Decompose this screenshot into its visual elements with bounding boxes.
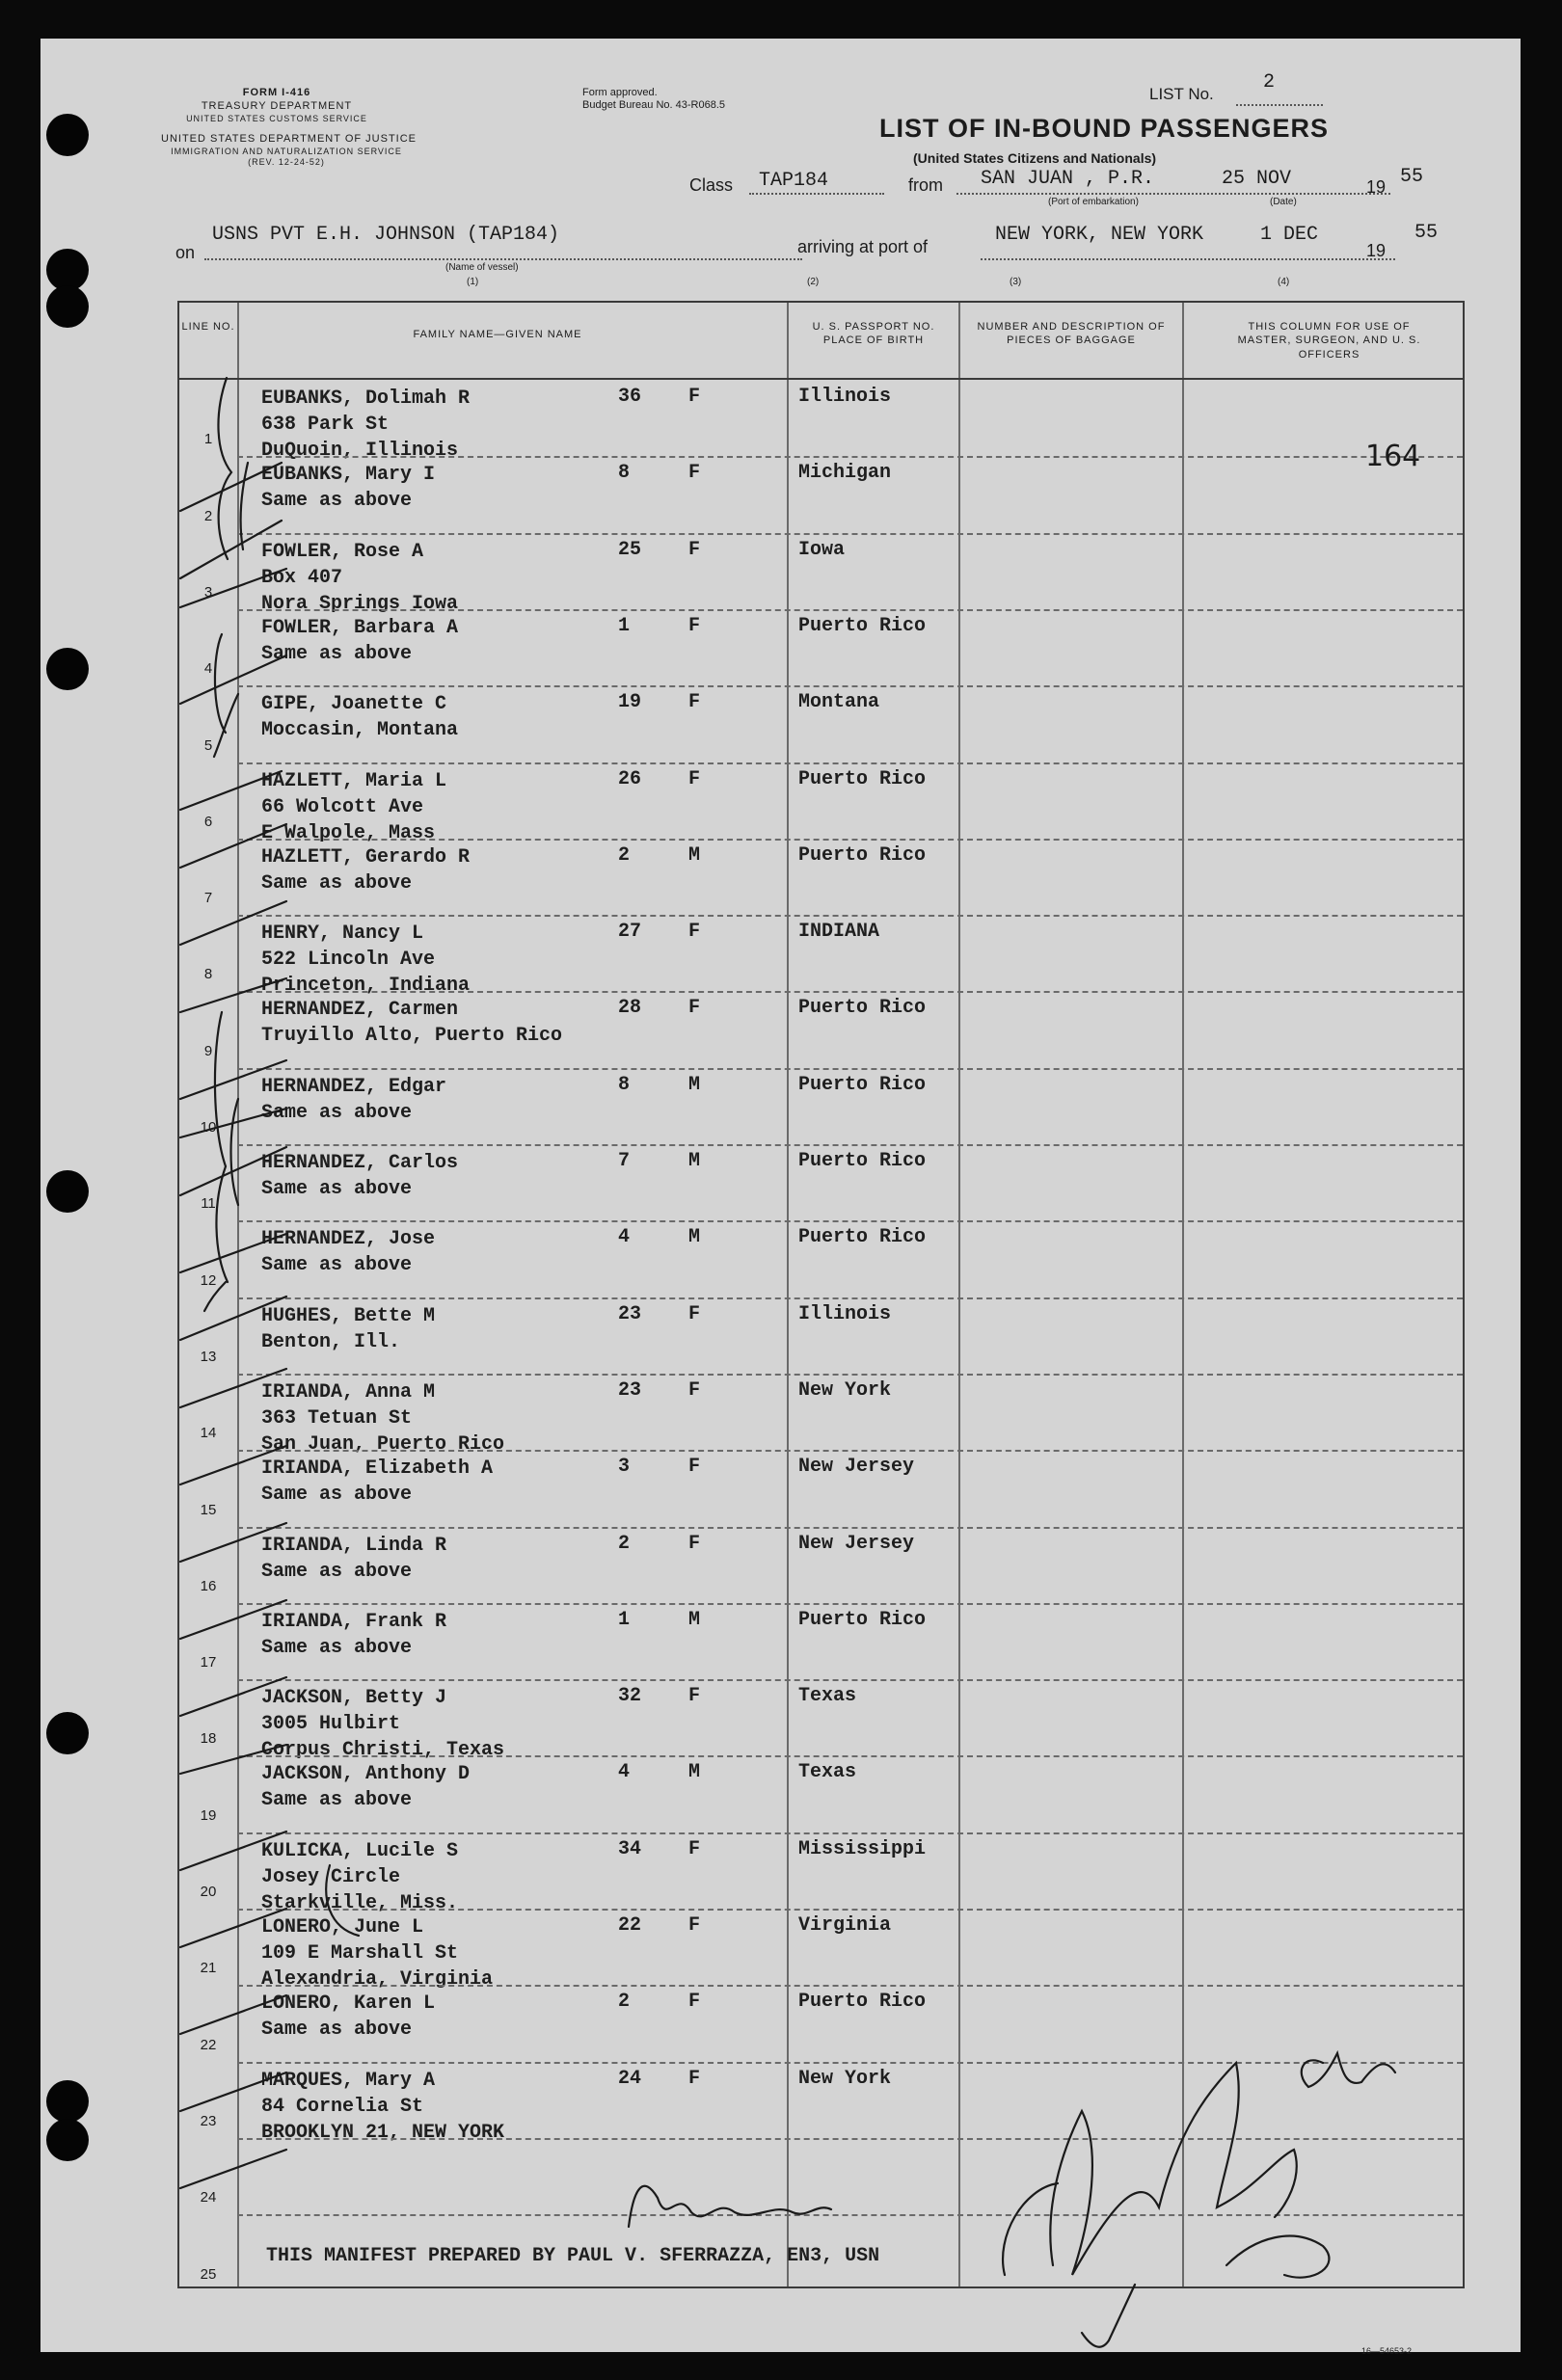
passenger-name: KULICKA, Lucile S xyxy=(261,1839,459,1862)
binder-hole xyxy=(46,114,89,156)
revision-date: (REV. 12-24-52) xyxy=(248,157,325,167)
passenger-name: FOWLER, Barbara A xyxy=(261,616,459,639)
passenger-address-line: 638 Park St xyxy=(261,414,390,436)
passenger-name-address xyxy=(261,1991,435,2043)
line-number: 17 xyxy=(200,1654,217,1671)
col-header-officers: THIS COLUMN FOR USE OF MASTER, SURGEON, AND U. S. OFFICERS xyxy=(1237,321,1421,361)
passenger-name-address xyxy=(261,462,435,514)
passenger-name-address xyxy=(261,1074,446,1126)
passenger-sex: F xyxy=(688,538,701,561)
on-label: on xyxy=(175,243,196,262)
passenger-sex: F xyxy=(688,997,701,1020)
col-num-3: (3) xyxy=(1010,277,1022,287)
row-divider xyxy=(237,2062,1463,2064)
passenger-age: 26 xyxy=(618,767,642,790)
passenger-address-line: Starkville, Miss. xyxy=(261,1891,459,1914)
passenger-name-address xyxy=(261,1533,446,1585)
passenger-name-address xyxy=(261,1456,493,1508)
place-of-birth: Puerto Rico xyxy=(798,614,927,637)
place-of-birth: Virginia xyxy=(798,1914,892,1937)
port-of-embarkation: SAN JUAN , P.R. xyxy=(981,168,1155,190)
year-arrival: 55 xyxy=(1414,222,1439,244)
place-of-birth: Puerto Rico xyxy=(798,1608,927,1631)
passenger-age: 23 xyxy=(618,1378,642,1402)
passenger-age: 34 xyxy=(618,1837,642,1860)
col-header-name: FAMILY NAME—GIVEN NAME xyxy=(413,329,582,340)
place-of-birth: Michigan xyxy=(798,462,892,485)
line-number: 23 xyxy=(200,2112,217,2129)
place-of-birth: New York xyxy=(798,1378,892,1402)
passenger-name-address xyxy=(261,768,446,846)
passenger-name-address xyxy=(261,615,458,667)
passenger-address-line: E Walpole, Mass xyxy=(261,821,436,844)
year-embark: 55 xyxy=(1400,166,1424,188)
place-of-birth: Puerto Rico xyxy=(798,1073,927,1096)
place-of-birth: New York xyxy=(798,2067,892,2090)
passenger-name-address xyxy=(261,2068,504,2146)
row-divider xyxy=(237,1755,1463,1757)
passenger-name: HAZLETT, Maria L xyxy=(261,769,447,792)
row-divider xyxy=(237,1603,1463,1605)
date-caption: (Date) xyxy=(1270,197,1297,207)
line-number: 25 xyxy=(200,2265,217,2283)
row-divider xyxy=(237,1374,1463,1376)
line-number: 13 xyxy=(200,1348,217,1365)
passenger-age: 27 xyxy=(618,921,642,944)
passenger-name-address xyxy=(261,1379,504,1457)
line-number: 22 xyxy=(200,2036,217,2053)
passenger-sex: F xyxy=(688,1302,701,1325)
place-of-birth: Puerto Rico xyxy=(798,1991,927,2014)
passenger-address-line: Same as above xyxy=(261,1254,413,1277)
row-divider xyxy=(237,991,1463,993)
row-divider xyxy=(237,839,1463,841)
row-divider xyxy=(237,1832,1463,1834)
row-divider xyxy=(237,609,1463,611)
passenger-name-address xyxy=(261,1838,458,1916)
passenger-name: HERNANDEZ, Jose xyxy=(261,1228,436,1251)
passenger-sex: M xyxy=(688,1761,701,1784)
passenger-sex: F xyxy=(688,1991,701,2014)
passenger-name-address xyxy=(261,1303,435,1355)
treasury-department: TREASURY DEPARTMENT xyxy=(201,99,353,112)
row-divider xyxy=(237,762,1463,764)
passenger-age: 23 xyxy=(618,1302,642,1325)
class-value: TAP184 xyxy=(759,170,829,192)
passenger-name: IRIANDA, Elizabeth A xyxy=(261,1457,494,1481)
passenger-age: 3 xyxy=(618,1456,631,1479)
passenger-name: THIS MANIFEST PREPARED BY PAUL V. SFERRAZZA, EN3, USN xyxy=(266,2245,880,2268)
passenger-sex: F xyxy=(688,386,701,408)
line-number: 6 xyxy=(203,813,213,830)
passenger-sex: F xyxy=(688,1456,701,1479)
passenger-sex: F xyxy=(688,462,701,485)
vessel-caption: (Name of vessel) xyxy=(445,262,519,273)
place-of-birth: INDIANA xyxy=(798,921,880,944)
port-of-arrival: NEW YORK, NEW YORK xyxy=(995,224,1204,246)
row-divider xyxy=(237,1679,1463,1681)
passenger-address-line: 66 Wolcott Ave xyxy=(261,795,424,818)
place-of-birth: Texas xyxy=(798,1685,857,1708)
footer-code: 16—54653-2 xyxy=(1361,2346,1413,2356)
passenger-age: 28 xyxy=(618,997,642,1020)
date-of-arrival: 1 DEC xyxy=(1260,224,1319,246)
row-divider xyxy=(237,1220,1463,1222)
passenger-name: GIPE, Joanette C xyxy=(261,693,447,716)
justice-department: UNITED STATES DEPARTMENT OF JUSTICE xyxy=(161,133,417,145)
vessel-name: USNS PVT E.H. JOHNSON (TAP184) xyxy=(212,224,560,246)
passenger-address-line: 109 E Marshall St xyxy=(261,1942,459,1965)
row-divider xyxy=(237,1144,1463,1146)
line-number: 7 xyxy=(203,890,213,907)
passenger-name: MARQUES, Mary A xyxy=(261,2069,436,2092)
passenger-address-line: Same as above xyxy=(261,1560,413,1583)
line-number: 3 xyxy=(203,583,213,601)
passenger-sex: F xyxy=(688,1685,701,1708)
form-approved: Form approved. xyxy=(582,87,658,98)
row-divider xyxy=(237,456,1463,458)
row-divider xyxy=(237,533,1463,535)
row-divider xyxy=(237,2214,1463,2216)
passenger-address-line: Princeton, Indiana xyxy=(261,975,471,998)
passenger-name-address xyxy=(261,1685,504,1763)
passenger-address-line: 3005 Hulbirt xyxy=(261,1713,401,1736)
passenger-age: 1 xyxy=(618,614,631,637)
passenger-sex: F xyxy=(688,614,701,637)
passenger-address-line: BROOKLYN 21, NEW YORK xyxy=(261,2121,505,2144)
passenger-sex: F xyxy=(688,767,701,790)
line-number: 4 xyxy=(203,660,213,678)
passenger-sex: F xyxy=(688,921,701,944)
place-of-birth: New Jersey xyxy=(798,1456,915,1479)
passenger-address-line: Same as above xyxy=(261,1636,413,1659)
document-title: LIST OF IN-BOUND PASSENGERS xyxy=(879,114,1330,143)
place-of-birth: Iowa xyxy=(798,538,846,561)
passenger-name-address xyxy=(261,921,470,999)
passenger-address-line: Same as above xyxy=(261,642,413,665)
place-of-birth: Puerto Rico xyxy=(798,997,927,1020)
line-number: 18 xyxy=(200,1730,217,1748)
line-number: 19 xyxy=(200,1806,217,1824)
line-number: 1 xyxy=(203,431,213,448)
line-number: 20 xyxy=(200,1884,217,1900)
passenger-address-line: Same as above xyxy=(261,1178,413,1200)
passenger-address-line: 363 Tetuan St xyxy=(261,1406,413,1430)
passenger-address-line: Alexandria, Virginia xyxy=(261,1968,494,1991)
row-divider xyxy=(237,1985,1463,1987)
passenger-address-line: Box 407 xyxy=(261,566,343,589)
passenger-name-address xyxy=(261,539,458,617)
passenger-name-address xyxy=(261,691,458,743)
line-number: 24 xyxy=(200,2189,217,2206)
passenger-name: HENRY, Nancy L xyxy=(261,923,424,946)
row-divider xyxy=(237,1909,1463,1911)
port-embark-caption: (Port of embarkation) xyxy=(1048,197,1139,207)
passenger-table xyxy=(177,301,1465,2288)
place-of-birth: Montana xyxy=(798,691,880,714)
line-number: 10 xyxy=(200,1119,217,1136)
passenger-name: HERNANDEZ, Carmen xyxy=(261,999,459,1022)
col-num-2: (2) xyxy=(807,277,820,287)
line-number: 16 xyxy=(200,1577,217,1594)
passenger-sex: F xyxy=(688,1837,701,1860)
passenger-address-line: Nora Springs Iowa xyxy=(261,592,459,615)
passenger-address-line: 522 Lincoln Ave xyxy=(261,949,436,972)
place-of-birth: New Jersey xyxy=(798,1532,915,1555)
passenger-address-line: Corpus Christi, Texas xyxy=(261,1739,505,1762)
binder-hole xyxy=(46,2119,89,2161)
place-of-birth: Puerto Rico xyxy=(798,1150,927,1172)
col-header-passport: U. S. PASSPORT NO. PLACE OF BIRTH xyxy=(812,321,935,347)
line-number: 2 xyxy=(203,507,213,524)
class-label: Class xyxy=(689,175,734,195)
from-label: from xyxy=(908,175,943,195)
passenger-name: LONERO, June L xyxy=(261,1916,424,1939)
passenger-sex: F xyxy=(688,1914,701,1937)
line-number: 5 xyxy=(203,736,213,754)
row-divider xyxy=(237,915,1463,917)
place-of-birth: Puerto Rico xyxy=(798,767,927,790)
officer-note: 164 xyxy=(1365,440,1421,473)
passenger-age: 2 xyxy=(618,1532,631,1555)
form-number: FORM I-416 xyxy=(242,87,311,98)
passenger-sex: M xyxy=(688,843,701,867)
passenger-name: JACKSON, Anthony D xyxy=(261,1763,471,1786)
passenger-sex: F xyxy=(688,691,701,714)
col-header-baggage: NUMBER AND DESCRIPTION OF PIECES OF BAGGAGE xyxy=(977,321,1166,347)
col-num-1: (1) xyxy=(467,277,479,287)
budget-bureau: Budget Bureau No. 43-R068.5 xyxy=(582,99,725,112)
passenger-age: 1 xyxy=(618,1608,631,1631)
document-subtitle: (United States Citizens and Nationals) xyxy=(913,150,1157,166)
passenger-age: 36 xyxy=(618,386,642,408)
passenger-sex: M xyxy=(688,1073,701,1096)
binder-hole xyxy=(46,1170,89,1213)
passenger-name: HERNANDEZ, Edgar xyxy=(261,1075,447,1098)
year-prefix-arrival: 19 xyxy=(1366,241,1387,260)
passenger-name-address xyxy=(261,1150,458,1202)
line-number: 21 xyxy=(200,1960,217,1977)
passenger-address-line: 84 Cornelia St xyxy=(261,2095,424,2118)
list-number: 2 xyxy=(1263,71,1276,94)
passenger-sex: F xyxy=(688,2067,701,2090)
passenger-name-address xyxy=(261,1761,470,1813)
passenger-address-line: Moccasin, Montana xyxy=(261,719,459,742)
place-of-birth: Texas xyxy=(798,1761,857,1784)
passenger-address-line: Same as above xyxy=(261,2019,413,2042)
passenger-name-address xyxy=(261,997,562,1049)
passenger-name: IRIANDA, Frank R xyxy=(261,1610,447,1633)
passenger-sex: M xyxy=(688,1150,701,1172)
passenger-address-line: Same as above xyxy=(261,490,413,513)
passenger-name: IRIANDA, Anna M xyxy=(261,1380,436,1404)
passenger-sex: F xyxy=(688,1378,701,1402)
passenger-name-address xyxy=(261,1914,493,1992)
passenger-sex: F xyxy=(688,1532,701,1555)
passenger-address-line: Same as above xyxy=(261,1101,413,1124)
passenger-name-address xyxy=(261,1226,435,1278)
passenger-name: HAZLETT, Gerardo R xyxy=(261,845,471,869)
passenger-sex: M xyxy=(688,1226,701,1249)
passenger-name: EUBANKS, Dolimah R xyxy=(261,388,471,410)
passenger-age: 8 xyxy=(618,1073,631,1096)
passenger-address-line: Benton, Ill. xyxy=(261,1330,401,1353)
row-divider xyxy=(237,2138,1463,2140)
binder-hole xyxy=(46,1712,89,1754)
passenger-address-line: Same as above xyxy=(261,1484,413,1507)
arriving-label: arriving at port of xyxy=(797,237,929,256)
line-number: 11 xyxy=(201,1195,216,1213)
place-of-birth: Illinois xyxy=(798,386,892,408)
col-num-4: (4) xyxy=(1278,277,1290,287)
place-of-birth: Puerto Rico xyxy=(798,843,927,867)
passenger-age: 4 xyxy=(618,1226,631,1249)
passenger-name-address xyxy=(261,1609,446,1661)
passenger-age: 7 xyxy=(618,1150,631,1172)
row-divider xyxy=(237,1068,1463,1070)
passenger-name: FOWLER, Rose A xyxy=(261,540,424,563)
passenger-name-address xyxy=(261,386,470,464)
binder-hole xyxy=(46,2080,89,2123)
year-prefix: 19 xyxy=(1366,177,1387,197)
place-of-birth: Puerto Rico xyxy=(798,1226,927,1249)
place-of-birth: Mississippi xyxy=(798,1837,927,1860)
passenger-name: LONERO, Karen L xyxy=(261,1992,436,2016)
line-number: 12 xyxy=(200,1271,217,1289)
date-of-embarkation: 25 NOV xyxy=(1222,168,1292,190)
passenger-age: 32 xyxy=(618,1685,642,1708)
customs-service: UNITED STATES CUSTOMS SERVICE xyxy=(186,113,367,123)
passenger-age: 2 xyxy=(618,1991,631,2014)
passenger-address-line: Josey Circle xyxy=(261,1865,401,1888)
binder-hole xyxy=(46,285,89,328)
passenger-age: 22 xyxy=(618,1914,642,1937)
passenger-age: 8 xyxy=(618,462,631,485)
passenger-address-line: Same as above xyxy=(261,1789,413,1812)
passenger-name: HUGHES, Bette M xyxy=(261,1304,436,1327)
passenger-address-line: Same as above xyxy=(261,871,413,895)
passenger-age: 24 xyxy=(618,2067,642,2090)
line-number: 9 xyxy=(203,1042,213,1059)
immigration-service: IMMIGRATION AND NATURALIZATION SERVICE xyxy=(171,146,402,156)
passenger-address-line: DuQuoin, Illinois xyxy=(261,440,459,462)
binder-hole xyxy=(46,648,89,690)
col-header-line-no: LINE NO. xyxy=(181,321,235,333)
passenger-name: IRIANDA, Linda R xyxy=(261,1534,447,1557)
passenger-age: 19 xyxy=(618,691,642,714)
passenger-name-address xyxy=(261,844,470,896)
row-divider xyxy=(237,1527,1463,1529)
passenger-name: EUBANKS, Mary I xyxy=(261,464,436,487)
manifest-page xyxy=(40,39,1521,2356)
row-divider xyxy=(237,685,1463,687)
passenger-age: 2 xyxy=(618,843,631,867)
passenger-age: 4 xyxy=(618,1761,631,1784)
passenger-address-line: San Juan, Puerto Rico xyxy=(261,1432,505,1456)
passenger-age: 25 xyxy=(618,538,642,561)
line-number: 14 xyxy=(200,1425,217,1442)
place-of-birth: Illinois xyxy=(798,1302,892,1325)
passenger-name: JACKSON, Betty J xyxy=(261,1687,447,1710)
passenger-sex: M xyxy=(688,1608,701,1631)
line-number: 15 xyxy=(200,1501,217,1518)
passenger-address-line: Truyillo Alto, Puerto Rico xyxy=(261,1025,563,1048)
check-mark xyxy=(1082,2285,1135,2347)
row-divider xyxy=(237,1450,1463,1452)
line-number: 8 xyxy=(203,966,213,983)
passenger-name: HERNANDEZ, Carlos xyxy=(261,1152,459,1174)
list-no-label: LIST No. xyxy=(1149,85,1214,103)
passenger-name-address xyxy=(266,2243,879,2269)
row-divider xyxy=(237,1297,1463,1299)
